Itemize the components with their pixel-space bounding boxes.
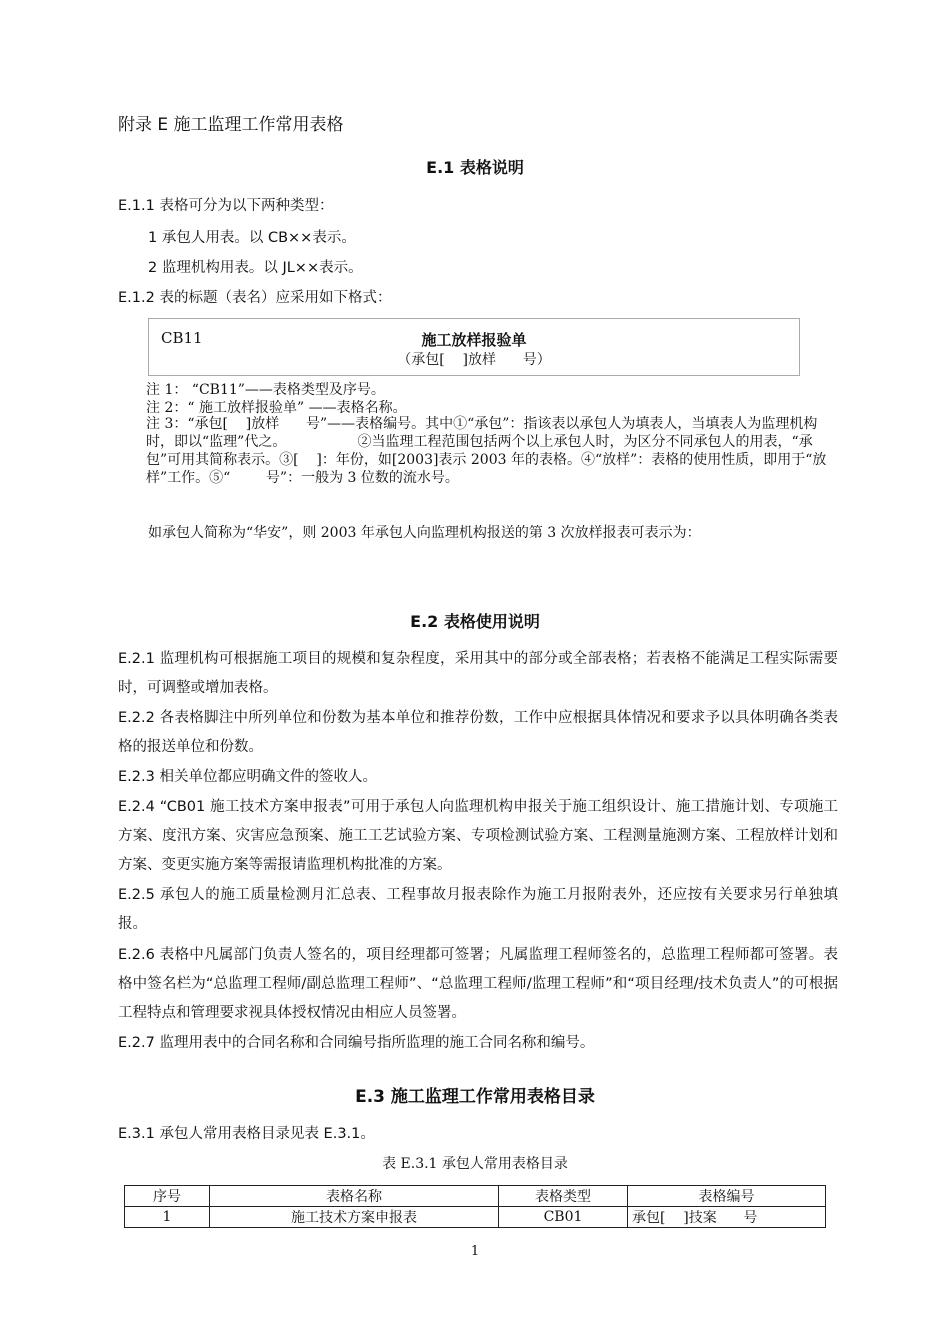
cell-type: CB01 bbox=[499, 1207, 628, 1228]
appendix-title: 附录 E 施工监理工作常用表格 bbox=[118, 115, 344, 135]
clause-e331: E.3.1 承包人常用表格目录见表 E.3.1。 bbox=[118, 1126, 375, 1142]
example-text: 如承包人简称为“华安”，则 2003 年承包人向监理机构报送的第 3 次放样报表可表示为： bbox=[148, 525, 701, 541]
page-number: 1 bbox=[470, 1244, 480, 1259]
section-e3-heading: E.3 施工监理工作常用表格目录 bbox=[355, 1087, 595, 1107]
table-caption: 表 E.3.1 承包人常用表格目录 bbox=[382, 1156, 568, 1172]
clause-e223: E.2.3 相关单位都应明确文件的签收人。 bbox=[118, 769, 377, 785]
header-number: 表格编号 bbox=[628, 1186, 826, 1207]
clause-e227: E.2.7 监理用表中的合同名称和合同编号指所监理的施工合同名称和编号。 bbox=[118, 1035, 595, 1051]
clause-e224: E.2.4 “CB01 施工技术方案申报表”可用于承包人向监理机构申报关于施工组织设计、施工措施计划、专项施工方案、度汛方案、灾害应急预案、施工工艺试验方案、专项检测试验方案、工程测量施测方案、工程放样计划和方案、变更实施方案等需报请监理机构批准的方案。 bbox=[118, 799, 838, 873]
cell-name: 施工技术方案申报表 bbox=[210, 1207, 499, 1228]
table-row bbox=[125, 1207, 826, 1228]
section-e1-heading: E.1 表格说明 bbox=[426, 158, 524, 177]
note-2: 注 2：“ 施工放样报验单” ——表格名称。 bbox=[146, 400, 407, 416]
clause-e226: E.2.6 表格中凡属部门负责人签名的，项目经理都可签署；凡属监理工程师签名的，总监理工程师都可签署。表格中签名栏为“总监理工程师/副总监理工程师”、“总监理工程师/监理工程师”和“项目经理/技术负责人”的可根据工程特点和管理要求视具体授权情况由相应人员签署。 bbox=[118, 947, 838, 1021]
clause-e112: E.1.2 表的标题（表名）应采用如下格式： bbox=[118, 290, 392, 306]
note-3: 注 3：“承包[ ]放样 号”——表格编号。其中①“承包”：指该表以承包人为填表人，当填表人为监理机构时，即以“监理”代之。 ②当监理工程范围包括两个以上承包人时，为区分不同承包人的用表，“承包”可用其简称表示。③[ ]：年份，如[2003]表示 2003 年的表格。④“放样”：表格的使用性质，即用于“放样”工作。⑤“ 号”：一般为 3 位数的流水号。 bbox=[146, 416, 827, 486]
header-type: 表格类型 bbox=[499, 1186, 628, 1207]
clause-e222: E.2.2 各表格脚注中所列单位和份数为基本单位和推荐份数，工作中应根据具体情况和要求予以具体明确各类表格的报送单位和份数。 bbox=[118, 710, 838, 755]
section-e2-heading: E.2 表格使用说明 bbox=[410, 612, 540, 631]
sample-table-number: （承包[ ]放样 号） bbox=[397, 352, 551, 368]
clause-e111: E.1.1 表格可分为以下两种类型： bbox=[118, 198, 334, 214]
cell-number: 承包[ ]技案 号 bbox=[628, 1207, 826, 1228]
list-item-1: 1 承包人用表。以 CB××表示。 bbox=[148, 230, 356, 246]
cell-seq: 1 bbox=[125, 1207, 210, 1228]
sample-table-title: 施工放样报验单 bbox=[421, 331, 527, 349]
note-1: 注 1： “CB11”——表格类型及序号。 bbox=[146, 382, 385, 398]
contractor-forms-table bbox=[124, 1185, 826, 1228]
sample-table-code: CB11 bbox=[161, 329, 203, 347]
header-seq: 序号 bbox=[125, 1186, 210, 1207]
list-item-2: 2 监理机构用表。以 JL××表示。 bbox=[148, 260, 363, 276]
clause-e221: E.2.1 监理机构可根据施工项目的规模和复杂程度，采用其中的部分或全部表格；若表格不能满足工程实际需要时，可调整或增加表格。 bbox=[118, 651, 838, 696]
table-header-row bbox=[125, 1186, 826, 1207]
header-name: 表格名称 bbox=[210, 1186, 499, 1207]
sample-title-box bbox=[148, 318, 800, 376]
clause-e225: E.2.5 承包人的施工质量检测月汇总表、工程事故月报表除作为施工月报附表外，还应按有关要求另行单独填报。 bbox=[118, 887, 838, 932]
